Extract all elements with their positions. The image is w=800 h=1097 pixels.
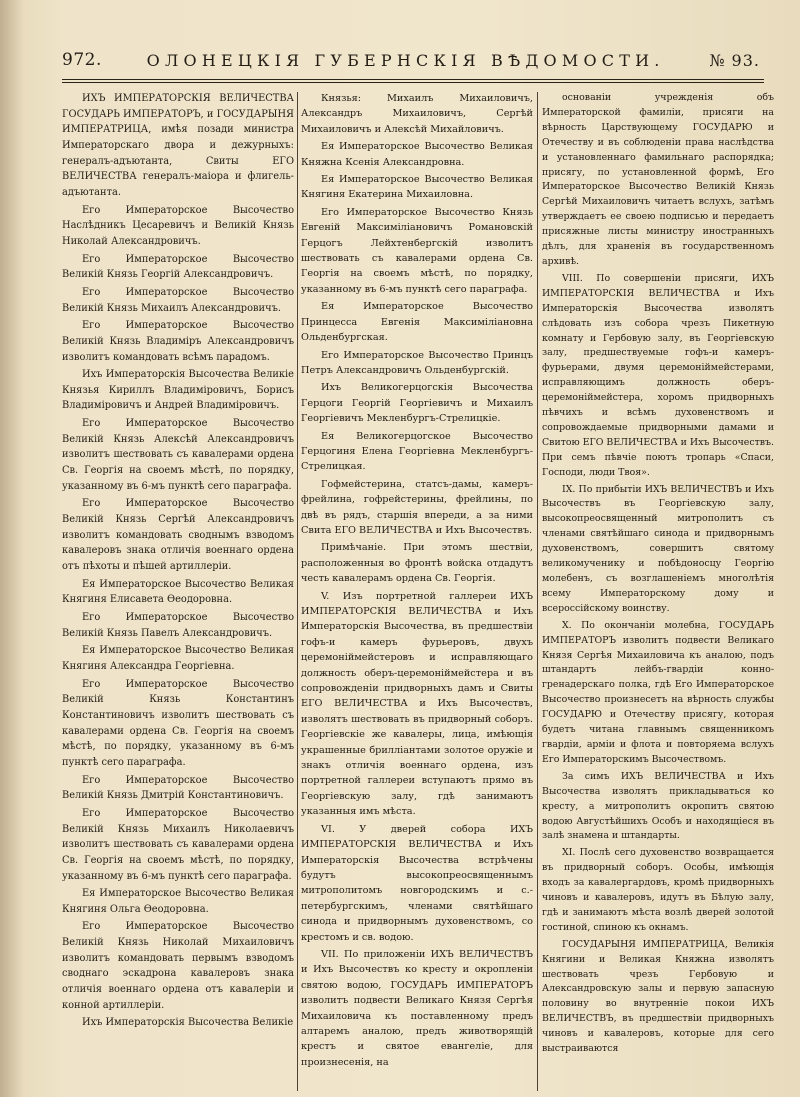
paragraph: Его Императорское Высочество Великій Князь Дмитрій Константиновичъ. [62, 774, 294, 802]
paragraph: ИХЪ ИМПЕРАТОРСКІЯ ВЕЛИЧЕСТВА ГОСУДАРЬ ИМПЕРАТОРЪ, и ГОСУДАРЫНЯ ИМПЕРАТРИЦА, имѣя позади министра Императорскаго двора и дежурныхъ: генералъ-адъютанта, Свиты ЕГО ВЕЛИЧЕСТВА генералъ-маіора и флигель-адъютанта. [62, 93, 294, 198]
paragraph: Его Императорское Высочество Наслѣдникъ Цесаревичъ и Великій Князь Николай Александровичъ. [62, 204, 294, 247]
paragraph: VII. По приложеніи ИХЪ ВЕЛИЧЕСТВЪ и Ихъ Высочествъ ко кресту и окропленіи святою водою, ГОСУДАРЬ ИМПЕРАТОРЪ изволитъ подвести Великаго Князя Сергѣя Михаиловича къ поставленному предъ алтаремъ аналою, предъ животворящій крестъ и святое евангеліе, для произнесенія, на [301, 948, 533, 1068]
paragraph: V. Изъ портретной галлереи ИХЪ ИМПЕРАТОРСКІЯ ВЕЛИЧЕСТВА и Ихъ Императорскія Высочества, въ предшествіи гофъ-и камеръ фурьеровъ, двухъ церемоніймейстеровъ и исправляющаго должность оберъ-церемоніймейстера и въ сопровожденіи придворныхъ дамъ и Свиты ЕГО ВЕЛИЧЕСТВА и Ихъ Высочествъ, изволятъ шествовать въ придворный соборъ. Георгіевскіе же кавалеры, лица, имѣющія украшенные бриллiантами золотое оружіе и знакъ отличія военнаго ордена, изъ портретной галлереи вступаютъ прямо въ Георгіевскую залу, гдѣ занимаютъ указанныя имъ мѣста. [301, 590, 533, 818]
page-number: 972. [62, 50, 102, 70]
paragraph: Его Императорское Высочество Принцъ Петръ Александровичъ Ольденбургскій. [301, 349, 533, 376]
paragraph: Его Императорское Высочество Великій Князь Николай Михаиловичъ изволитъ командовать первымъ взводомъ своднаго эскадрона кавалеровъ знака отличія военнаго ордена отъ кавалеріи и конной артиллеріи. [62, 921, 294, 1011]
paragraph: Ея Императорское Высочество Великая Княжна Ксенія Александровна. [301, 141, 533, 168]
paragraph: Его Императорское Высочество Великій Князь Михаилъ Александровичъ. [62, 286, 294, 314]
paragraph: Ея Императорское Высочество Принцесса Евгенія Максиміліановна Ольденбургская. [301, 301, 533, 344]
paragraph: Ихъ Великогерцогскія Высочества Герцоги Георгій Георгіевичъ и Михаилъ Георгіевичъ Мекленбургъ-Стрелицкіе. [301, 382, 533, 425]
paragraph: Ея Императорское Высочество Великая Княгиня Ольга Ѳеодоровна. [62, 888, 294, 915]
paragraph: Примѣчаніе. При этомъ шествіи, расположенныя во фронтѣ войска отдадутъ честь кавалерамъ ордена Св. Георгія. [301, 542, 533, 585]
paragraph: Его Императорское Высочество Великій Князь Сергѣй Александровичъ изволитъ командовать своднымъ взводомъ кавалеровъ знака отличія военнаго ордена отъ пѣхоты и пѣшей артиллеріи. [62, 498, 294, 573]
paragraph: Его Императорское Высочество Великій Князь Павелъ Александровичъ. [62, 612, 294, 639]
paragraph: Ея Великогерцогское Высочество Герцогиня Елена Георгіевна Мекленбургъ-Стрелицкая. [301, 430, 533, 473]
paragraph: Ея Императорское Высочество Великая Княгиня Александра Георгіевна. [62, 645, 294, 672]
paragraph: Князья: Михаилъ Михаиловичъ, Александръ Михаиловичъ, Сергѣй Михаиловичъ и Алексѣй Михайловичъ. [301, 93, 533, 135]
paragraph: основаніи учрежденія объ Императорской фамиліи, присяги на вѣрность Царствующему ГОСУДАРЮ и Отечеству и въ соблюденіи права наслѣдства и установленнаго фамильнаго распорядка; присягу, по установленной формѣ, Его Императорское Высочество Великій Князь Сергѣй Михаиловичъ читаетъ вслухъ, затѣмъ утверждаетъ ее своею подписью и передаетъ присяжные листы министру иностранныхъ дѣлъ, для храненія въ государственномъ архивѣ. [542, 92, 774, 267]
page-header [62, 44, 760, 76]
text-column-2 [301, 91, 533, 1072]
paragraph: Гофмейстерина, статсъ-дамы, камеръ-фрейлина, гофрейстерины, фрейлины, по двѣ въ рядъ, старшія впереди, а за ними Свита ЕГО ВЕЛИЧЕСТВА и Ихъ Высочествъ. [301, 478, 533, 536]
paragraph: ГОСУДАРЫНЯ ИМПЕРАТРИЦА, Великія Княгини и Великая Княжна изволятъ шествовать чрезъ Гербовую и Александровскую залы и первую запасную половину во внутренніе покои ИХЪ ВЕЛИЧЕСТВЪ, въ предшествіи придворныхъ чиновъ и кавалеровъ, которые для сего выстраиваются [542, 938, 774, 1055]
column-divider [537, 92, 538, 1091]
paragraph: XI. Послѣ сего духовенство возвращается въ придворный соборъ. Особы, имѣющія входъ за кавалергардовъ, кромѣ придворныхъ чиновъ и кавалеровъ, идутъ въ Бѣлую залу, гдѣ и занимаютъ мѣста возлѣ дверей золотой гостиной, спиною къ окнамъ. [542, 847, 774, 933]
paragraph: Его Императорское Высочество Великій Князь Георгій Александровичъ. [62, 253, 294, 281]
paragraph: Его Императорское Высочество Князь Евгеній Максиміліановичъ Романовскій Герцогъ Лейхтенбергскій изволитъ шествовать съ кавалерами ордена Св. Георгія на своемъ мѣстѣ, по порядку, указанному въ 6-мъ пунктѣ сего параграфа. [301, 206, 533, 295]
paragraph: Ихъ Императорскія Высочества Великіе [82, 1017, 294, 1029]
header-rule [62, 79, 764, 80]
paragraph: Его Императорское Высочество Великій Князь Владиміръ Александровичъ изволитъ командовать всѣмъ парадомъ. [62, 320, 294, 363]
paragraph: VIII. По совершеніи присяги, ИХЪ ИМПЕРАТОРСКІЯ ВЕЛИЧЕСТВА и Ихъ Императорскія Высочества изволятъ слѣдовать изъ собора чрезъ Пикетную комнату и Гербовую залу, въ Георгіевскую залу, предшествуемые гофъ-и камеръ-фурьерами, двумя церемоніймейстерами, исправляющимъ должность оберъ-церемоніймейстера, хоромъ придворныхъ пѣвчихъ и всѣмъ духовенствомъ и сопровождаемые придворными дамами и Свитою ЕГО ВЕЛИЧЕСТВА и Ихъ Высочествъ. При семъ пѣвчіе поютъ тропарь «Спаси, Господи, люди Твоя». [542, 272, 774, 478]
issue-number: № 93. [709, 50, 760, 70]
paragraph: Его Императорское Высочество Великій Князь Михаилъ Николаевичъ изволитъ шествовать съ кавалерами ордена Св. Георгія на своемъ мѣстѣ, по порядку, указанному въ 6-мъ пунктѣ сего параграфа. [62, 807, 294, 882]
text-column-1 [62, 91, 294, 1033]
paragraph: Ихъ Императорскія Высочества Великіе Князья Кириллъ Владиміровичъ, Борисъ Владиміровичъ и Андрей Владиміровичъ. [62, 369, 294, 412]
text-column-3 [542, 91, 774, 1059]
column-divider [297, 92, 298, 1091]
paragraph: X. По окончаніи молебна, ГОСУДАРЬ ИМПЕРАТОРЪ изволитъ подвести Великаго Князя Сергѣя Михаиловича къ аналою, подъ штандартъ лейбъ-гвардіи конно-гренадерскаго полка, гдѣ Его Императорское Высочество произнесетъ на вѣрность службы ГОСУДАРЮ и Отечеству присягу, которая будетъ читана главнымъ священникомъ гвардіи, арміи и флота и повторяема вслухъ Его Императорскимъ Высочествомъ. [542, 619, 774, 765]
paragraph: IX. По прибытіи ИХЪ ВЕЛИЧЕСТВЪ и Ихъ Высочествъ въ Георгіевскую залу, высокопреосвященный митрополитъ съ членами святѣйшаго синода и придворнымъ духовенствомъ, совершитъ святому великомученику и побѣдоносцу Георгію молебенъ, съ возглашеніемъ многолѣтія всему Императорскому дому и всероссійскому воинству. [542, 483, 774, 614]
paragraph: Ея Императорское Высочество Великая Княгиня Елисавета Ѳеодоровна. [62, 578, 294, 606]
paragraph: За симъ ИХЪ ВЕЛИЧЕСТВА и Ихъ Высочества изволятъ прикладываться ко кресту, а митрополитъ окропитъ святою водою Августѣйшихъ Особъ и находящіеся въ залѣ знамена и штандарты. [542, 770, 774, 842]
newspaper-title: ОЛОНЕЦКІЯ ГУБЕРНСКІЯ ВѢДОМОСТИ. [146, 50, 665, 70]
paragraph: Ея Императорское Высочество Великая Княгиня Екатерина Михаиловна. [301, 174, 533, 201]
paragraph: Его Императорское Высочество Великій Князь Алексѣй Александровичъ изволитъ шествовать съ кавалерами ордена Св. Георгія на своемъ мѣстѣ, по порядку, указанному въ 6-мъ пунктѣ сего параграфа. [62, 418, 294, 492]
header-rule-thin [62, 82, 764, 83]
paragraph: Его Императорское Высочество Великій Князь Константинъ Константиновичъ изволитъ шествовать съ кавалерами ордена Св. Георгія на своемъ мѣстѣ, по порядку, указанному въ 6-мъ пунктѣ сего параграфа. [62, 678, 294, 768]
page-fold-shadow [0, 0, 24, 1097]
paragraph: VI. У дверей собора ИХЪ ИМПЕРАТОРСКІЯ ВЕЛИЧЕСТВА и Ихъ Императорскія Высочества встрѣчены будутъ высокопреосвященнымъ митрополитомъ новгородскимъ и с.-петербургскимъ, членами святѣйшаго синода и придворнымъ духовенствомъ, со крестомъ и св. водою. [301, 823, 533, 943]
